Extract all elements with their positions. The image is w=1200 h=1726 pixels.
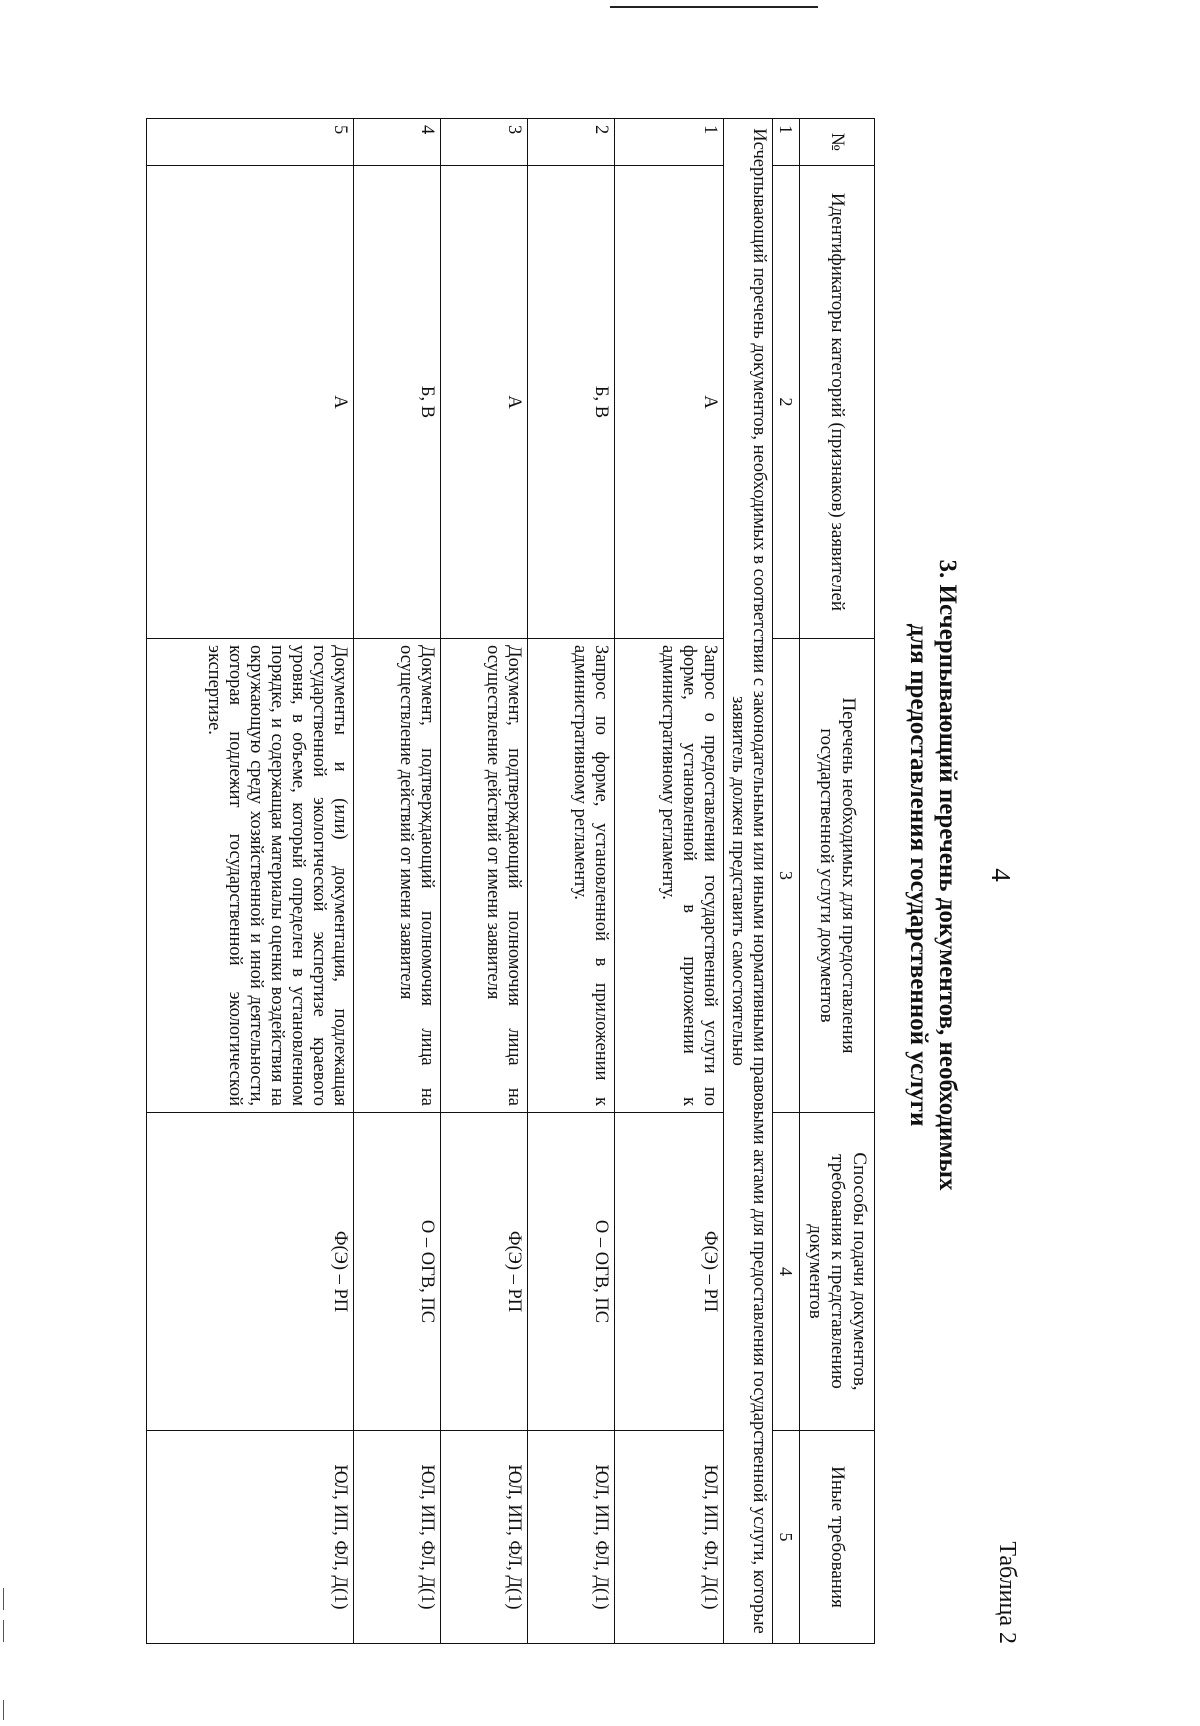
other-requirements-cell: ЮЛ, ИП, ФЛ, Д(1) [354,1431,441,1644]
margin-mark [3,1620,4,1642]
document-cell: Документ, подтверждающий полномочия лица на осуществление действий от имени заявителя [441,639,528,1113]
margin-mark [3,1588,4,1610]
section-heading: Исчерпывающий перечень документов, необходимых в соответствии с законодательными или иными нормативными правовыми актами для предоставления государственной услуги, которые заявитель должен представить самостоятельно [724,119,773,1644]
row-number: 1 [615,119,724,166]
section-row [724,119,773,1644]
column-number: 5 [773,1431,800,1644]
section-title [904,100,962,1650]
other-requirements-cell: ЮЛ, ИП, ФЛ, Д(1) [615,1431,724,1644]
margin-mark [3,1700,4,1720]
table-label: Таблица 2 [994,1541,1020,1644]
table-row [528,119,615,1644]
applicant-ids-cell: А [615,166,724,639]
header-submission-ways: Способы подачи документов, требования к представлению документов [800,1113,875,1431]
header-number: № [800,119,875,166]
submission-way-cell: О – ОГВ, ПС [354,1113,441,1431]
applicant-ids-cell: Б, В [354,166,441,639]
submission-way-cell: О – ОГВ, ПС [528,1113,615,1431]
row-number: 5 [147,119,354,166]
rotated-document-page [70,100,1080,1650]
column-number: 1 [773,119,800,166]
document-cell: Запрос по форме, установленной в приложении к административному регламенту. [528,639,615,1113]
column-number: 2 [773,166,800,639]
other-requirements-cell: ЮЛ, ИП, ФЛ, Д(1) [528,1431,615,1644]
table-row [441,119,528,1644]
document-cell: Запрос о предоставлении государственной услуги по форме, установленной в приложении к административному регламенту. [615,639,724,1113]
other-requirements-cell: ЮЛ, ИП, ФЛ, Д(1) [441,1431,528,1644]
column-number: 3 [773,639,800,1113]
row-number: 2 [528,119,615,166]
applicant-ids-cell: А [441,166,528,639]
table-row [354,119,441,1644]
row-number: 4 [354,119,441,166]
table-header-row [800,119,875,1644]
column-numbers-row [773,119,800,1644]
header-documents: Перечень необходимых для предоставления государственной услуги документов [800,639,875,1113]
other-requirements-cell: ЮЛ, ИП, ФЛ, Д(1) [147,1431,354,1644]
applicant-ids-cell: А [147,166,354,639]
documents-table [146,118,875,1644]
row-number: 3 [441,119,528,166]
title-line-2: для предоставления государственной услуги [905,623,932,1127]
submission-way-cell: Ф(Э) – РП [147,1113,354,1431]
document-cell: Документы и (или) документация, подлежащая государственной экологической экспертизе краевого уровня, в объеме, который определен в установленном порядке, и содержащая материалы оценки воздействия на окружающую среду хозяйственной и иной деятельности, которая подлежит государственной экологической экспертизе. [147,639,354,1113]
submission-way-cell: Ф(Э) – РП [441,1113,528,1431]
title-line-1: 3. Исчерпывающий перечень документов, необходимых [934,559,961,1191]
document-cell: Документ, подтверждающий полномочия лица на осуществление действий от имени заявителя [354,639,441,1113]
applicant-ids-cell: Б, В [528,166,615,639]
table-row [615,119,724,1644]
top-rule [610,6,818,8]
column-number: 4 [773,1113,800,1431]
page-number: 4 [986,868,1016,882]
header-applicant-ids: Идентификаторы категорий (признаков) заявителей [800,166,875,639]
header-other-requirements: Иные требования [800,1431,875,1644]
table-row [147,119,354,1644]
submission-way-cell: Ф(Э) – РП [615,1113,724,1431]
